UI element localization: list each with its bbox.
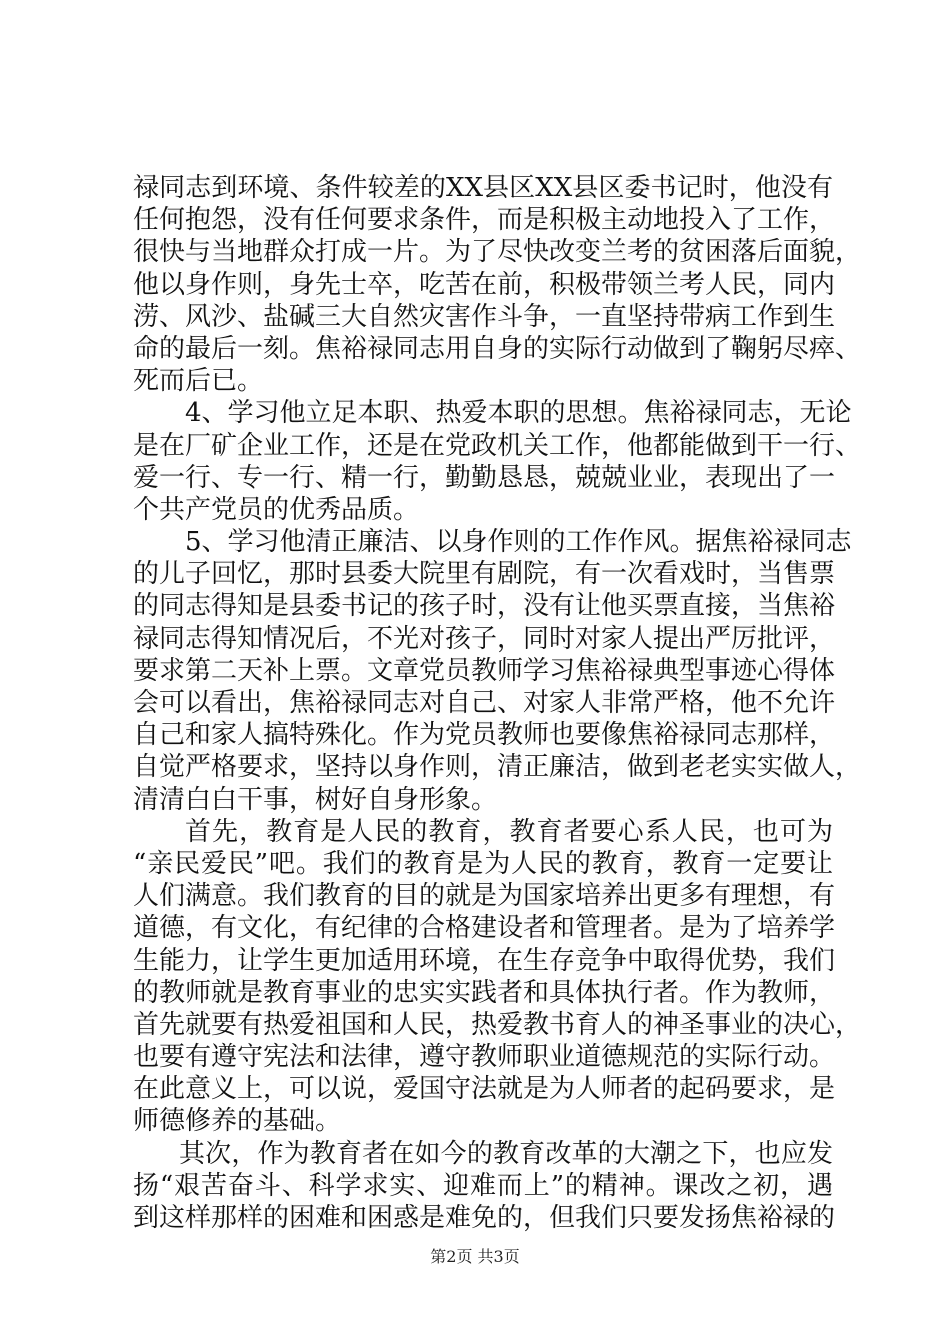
- text-line: 是在厂矿企业工作，还是在党政机关工作，他都能做到干一行、: [133, 430, 862, 461]
- text-line: 会可以看出，焦裕禄同志对自己、对家人非常严格，他不允许: [133, 688, 836, 718]
- text-line: 5、学习他清正廉洁、以身作则的工作作风。据焦裕禄同志: [185, 527, 852, 558]
- text-line: 个共产党员的优秀品质。: [133, 494, 420, 525]
- text-line: 首先，教育是人民的教育，教育者要心系人民，也可为: [185, 816, 833, 847]
- text-line: “亲民爱民”吧。我们的教育是为人民的教育，教育一定要让: [133, 848, 833, 879]
- document-body: [133, 172, 862, 1234]
- text-line: 死而后已。: [133, 366, 264, 397]
- text-line: 自觉严格要求，坚持以身作则，清正廉洁，做到老老实实做人，: [133, 752, 862, 783]
- text-line: 任何抱怨，没有任何要求条件，而是积极主动地投入了工作，: [133, 205, 836, 236]
- text-line: 涝、风沙、盐碱三大自然灾害作斗争，一直坚持带病工作到生: [133, 301, 836, 332]
- text-line: 其次，作为教育者在如今的教育改革的大潮之下，也应发: [179, 1138, 833, 1169]
- text-line: 师德修养的基础。: [133, 1106, 342, 1137]
- text-line: 道德，有文化，有纪律的合格建设者和管理者。是为了培养学: [133, 913, 836, 944]
- text-line: 在此意义上，可以说，爱国守法就是为人师者的起码要求，是: [133, 1074, 836, 1105]
- text-line: 4、学习他立足本职、热爱本职的思想。焦裕禄同志，无论: [185, 398, 852, 429]
- text-line: 到这样那样的困难和困惑是难免的，但我们只要发扬焦裕禄的: [133, 1203, 836, 1233]
- page-number: 第2页 共3页: [430, 1247, 520, 1266]
- text-line: 要求第二天补上票。文章党员教师学习焦裕禄典型事迹心得体: [133, 655, 836, 686]
- text-line: 禄同志到环境、条件较差的XX县区XX县区委书记时，他没有: [133, 173, 833, 203]
- text-line: 的教师就是教育事业的忠实实践者和具体执行者。作为教师，: [133, 977, 836, 1008]
- text-line: 的同志得知是县委书记的孩子时，没有让他买票直接，当焦裕: [133, 591, 836, 622]
- text-line: 生能力，让学生更加适用环境，在生存竞争中取得优势，我们: [133, 945, 836, 976]
- text-line: 他以身作则，身先士卒，吃苦在前，积极带领兰考人民，同内: [133, 269, 836, 300]
- text-line: 清清白白干事，树好自身形象。: [133, 784, 498, 815]
- text-line: 禄同志得知情况后，不光对孩子，同时对家人提出严厉批评，: [133, 623, 836, 654]
- text-line: 爱一行、专一行、精一行，勤勤恳恳，兢兢业业，表现出了一: [133, 462, 836, 493]
- text-line: 命的最后一刻。焦裕禄同志用自身的实际行动做到了鞠躬尽瘁、: [133, 333, 862, 364]
- text-line: 也要有遵守宪法和法律，遵守教师职业道德规范的实际行动。: [133, 1042, 836, 1073]
- text-line: 人们满意。我们教育的目的就是为国家培养出更多有理想，有: [133, 881, 836, 912]
- text-line: 自己和家人搞特殊化。作为党员教师也要像焦裕禄同志那样，: [133, 720, 836, 751]
- text-line: 的儿子回忆，那时县委大院里有剧院，有一次看戏时，当售票: [133, 559, 836, 590]
- text-line: 很快与当地群众打成一片。为了尽快改变兰考的贫困落后面貌，: [133, 237, 862, 268]
- text-line: 首先就要有热爱祖国和人民，热爱教书育人的神圣事业的决心，: [133, 1009, 862, 1040]
- text-line: 扬“艰苦奋斗、科学求实、迎难而上”的精神。课改之初，遇: [133, 1170, 833, 1201]
